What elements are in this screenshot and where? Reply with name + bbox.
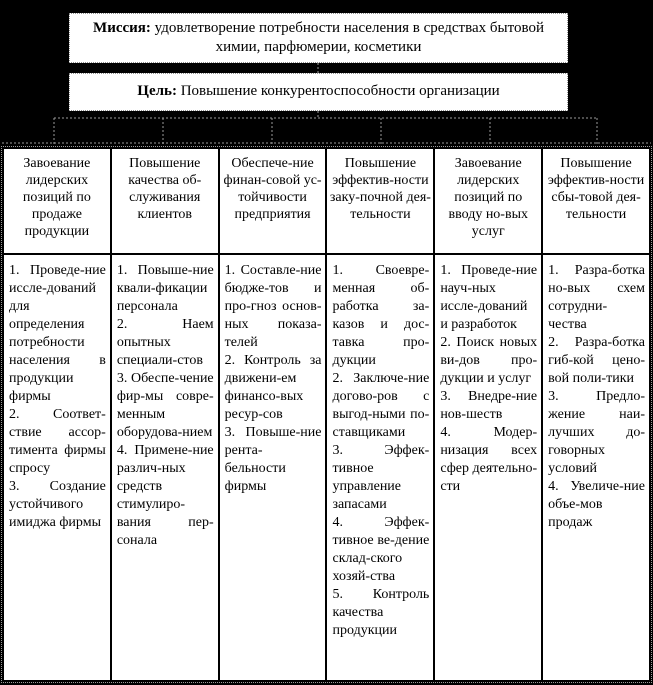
table-body-cell-5	[435, 255, 541, 680]
objective-item: 2. Контроль за движени-ем финансо-вых ресур-сов	[224, 353, 322, 422]
objective-item: 4. Увеличе-ние объе-мов продаж	[548, 479, 645, 530]
objective-item: 3. Внедре-ние нов-шеств	[440, 389, 538, 422]
objective-item: 1. Проведе-ние науч-ных иссле-дований и разработок	[440, 263, 538, 332]
goal-box-label: Цель:	[137, 83, 177, 99]
objectives-table-grid	[2, 147, 651, 682]
objective-item: 2. Заключе-ние догово-ров с выгод-ными по-ставщиками	[332, 371, 430, 440]
table-header-cell-4: Повышение эффектив-ности заку-почной дея-тельности	[327, 149, 433, 253]
objective-item: 5. Контроль качества продукции	[332, 587, 430, 638]
objective-item: 2. Соответ-ствие ассор-тимента фирмы спросу	[9, 407, 106, 476]
objective-item: 3. Обеспе-чение фир-мы совре-менным оборудова-нием	[116, 371, 214, 440]
table-header-row	[4, 149, 649, 253]
objective-item: 1. Разра-ботка но-вых схем сотрудни-чества	[548, 263, 645, 332]
objective-item: 2. Поиск новых ви-дов про-дукции и услуг	[440, 335, 538, 386]
objectives-table	[1, 146, 652, 683]
table-body-row	[4, 255, 649, 680]
table-body-cell-3	[220, 255, 326, 680]
table-body-cell-4	[327, 255, 433, 680]
objective-item: 4. Эффек-тивное ве-дение склад-ского хозяй-ства	[332, 515, 430, 584]
objective-item: 4. Модер-низация всех сфер деятельно-сти	[440, 425, 538, 494]
table-header-cell-5: Завоевание лидерских позиций по вводу но-вых услуг	[435, 149, 541, 253]
goal-box	[69, 73, 568, 111]
table-header-cell-1: Завоевание лидерских позиций по продаже продукции	[4, 149, 110, 253]
objective-item: 2. Наем опытных специали-стов	[116, 317, 214, 368]
table-body-cell-2	[112, 255, 218, 680]
objective-item: 2. Разра-ботка гиб-кой цено-вой поли-тики	[548, 335, 645, 386]
objective-item: 1. Своевре-менная об-работка за-казов и дос-тавка про-дукции	[332, 263, 430, 368]
objective-item: 1. Составле-ние бюдже-тов и про-гноз основ-ных показа-телей	[224, 263, 322, 350]
table-body-cell-6	[543, 255, 649, 680]
objective-item: 3. Эффек-тивное управление запасами	[332, 443, 430, 512]
objective-item: 4. Примене-ние различ-ных средств стимулиро-вания пер-сонала	[116, 443, 214, 548]
objective-item: 1. Повыше-ние квали-фикации персонала	[116, 263, 214, 314]
table-header-cell-2: Повышение качества об-служивания клиентов	[112, 149, 218, 253]
goal-box-text: Повышение конкурентоспособности организации	[180, 83, 500, 99]
objective-item: 3. Повыше-ние рента-бельности фирмы	[224, 425, 322, 494]
table-header-cell-3: Обеспече-ние финан-совой ус-тойчивости предприятия	[220, 149, 326, 253]
mission-box	[69, 13, 568, 63]
mission-box-label: Миссия:	[93, 20, 151, 36]
objective-item: 3. Предло-жение наи-лучших до-говорных условий	[548, 389, 645, 476]
objective-item: 3. Создание устойчивого имиджа фирмы	[9, 479, 106, 530]
objective-item: 1. Проведе-ние иссле-дований для определения потребности населения в продукции фирмы	[9, 263, 106, 404]
table-body-cell-1	[4, 255, 110, 680]
mission-box-text: удовлетворение потребности населения в средствах бытовой химии, парфюмерии, косметики	[154, 20, 544, 55]
table-header-cell-6: Повышение эффектив-ности сбы-товой дея-тельности	[543, 149, 649, 253]
